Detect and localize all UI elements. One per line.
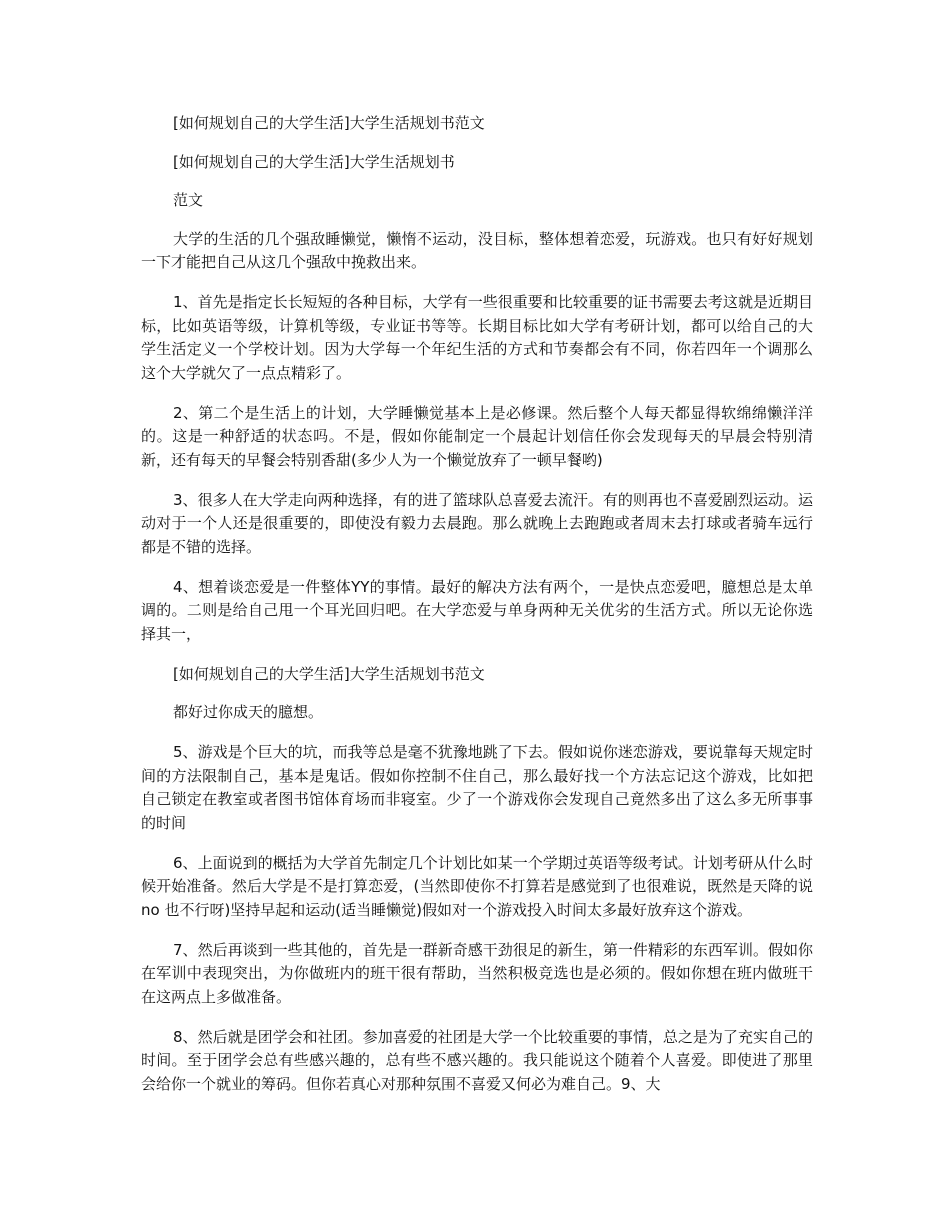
document-body <box>141 112 813 1113</box>
document-subtitle-continued: 范文 <box>173 191 204 209</box>
paragraph-intro: 大学的生活的几个强敌睡懒觉，懒惰不运动，没目标，整体想着恋爱，玩游戏。也只有好好规划一下才能把自己从这几个强敌中挽救出来。 <box>141 229 813 271</box>
repeated-title: [如何规划自己的大学生活]大学生活规划书范文 <box>173 664 485 683</box>
paragraph-4-romance: 4、想着谈恋爱是一件整体YY的事情。最好的解决方法有两个，一是快点恋爱吧，臆想总是太单调的。二则是给自己甩一个耳光回归吧。在大学恋爱与单身两种无关优劣的生活方式。所以无论你选择其一， <box>141 577 813 643</box>
paragraph-6-summary: 6、上面说到的概括为大学首先制定几个计划比如某一个学期过英语等级考试。计划考研从什么时候开始准备。然后大学是不是打算恋爱，(当然即使你不打算若是感觉到了也很难说，既然是天降的说no 也不行呀)坚持早起和运动(适当睡懒觉)假如对一个游戏投入时间太多最好放弃这个游戏。 <box>141 853 813 919</box>
paragraph-1-goals: 1、首先是指定长长短短的各种目标，大学有一些很重要和比较重要的证书需要去考这就是近期目标，比如英语等级，计算机等级，专业证书等等。长期目标比如大学有考研计划，都可以给自己的大学生活定义一个学校计划。因为大学每一个年纪生活的方式和节奏都会有不同，你若四年一个调那么这个大学就欠了一点点精彩了。 <box>141 293 813 382</box>
document-subtitle: [如何规划自己的大学生活]大学生活规划书 <box>173 152 455 171</box>
paragraph-5-games: 5、游戏是个巨大的坑，而我等总是毫不犹豫地跳了下去。假如说你迷恋游戏，要说靠每天规定时间的方法限制自己，基本是鬼话。假如你控制不住自己，那么最好找一个方法忘记这个游戏，比如把自己锁定在教室或者图书馆体育场而非寝室。少了一个游戏你会发现自己竟然多出了这么多无所事事的时间 <box>141 743 813 832</box>
paragraph-7-military-training: 7、然后再谈到一些其他的，首先是一群新奇感干劲很足的新生，第一件精彩的东西军训。假如你在军训中表现突出，为你做班内的班干很有帮助，当然积极竞选也是必须的。假如你想在班内做班干在这两点上多做准备。 <box>141 940 813 1006</box>
paragraph-continuation: 都好过你成天的臆想。 <box>173 703 324 721</box>
document-title: [如何规划自己的大学生活]大学生活规划书范文 <box>173 114 485 132</box>
paragraph-8-clubs: 8、然后就是团学会和社团。参加喜爱的社团是大学一个比较重要的事情，总之是为了充实自己的时间。至于团学会总有些感兴趣的，总有些不感兴趣的。我只能说这个随着个人喜爱。即使进了那里会给你一个就业的筹码。但你若真心对那种氛围不喜爱又何必为难自己。9、大 <box>141 1027 813 1093</box>
paragraph-3-exercise: 3、很多人在大学走向两种选择，有的进了篮球队总喜爱去流汗。有的则再也不喜爱剧烈运动。运动对于一个人还是很重要的，即使没有毅力去晨跑。那么就晚上去跑跑或者周末去打球或者骑车远行都是不错的选择。 <box>141 490 813 556</box>
paragraph-2-daily-plan: 2、第二个是生活上的计划，大学睡懒觉基本上是必修课。然后整个人每天都显得软绵绵懒洋洋的。这是一种舒适的状态吗。不是，假如你能制定一个晨起计划信任你会发现每天的早晨会特别清新，还有每天的早餐会特别香甜(多少人为一个懒觉放弃了一顿早餐哟) <box>141 403 813 469</box>
